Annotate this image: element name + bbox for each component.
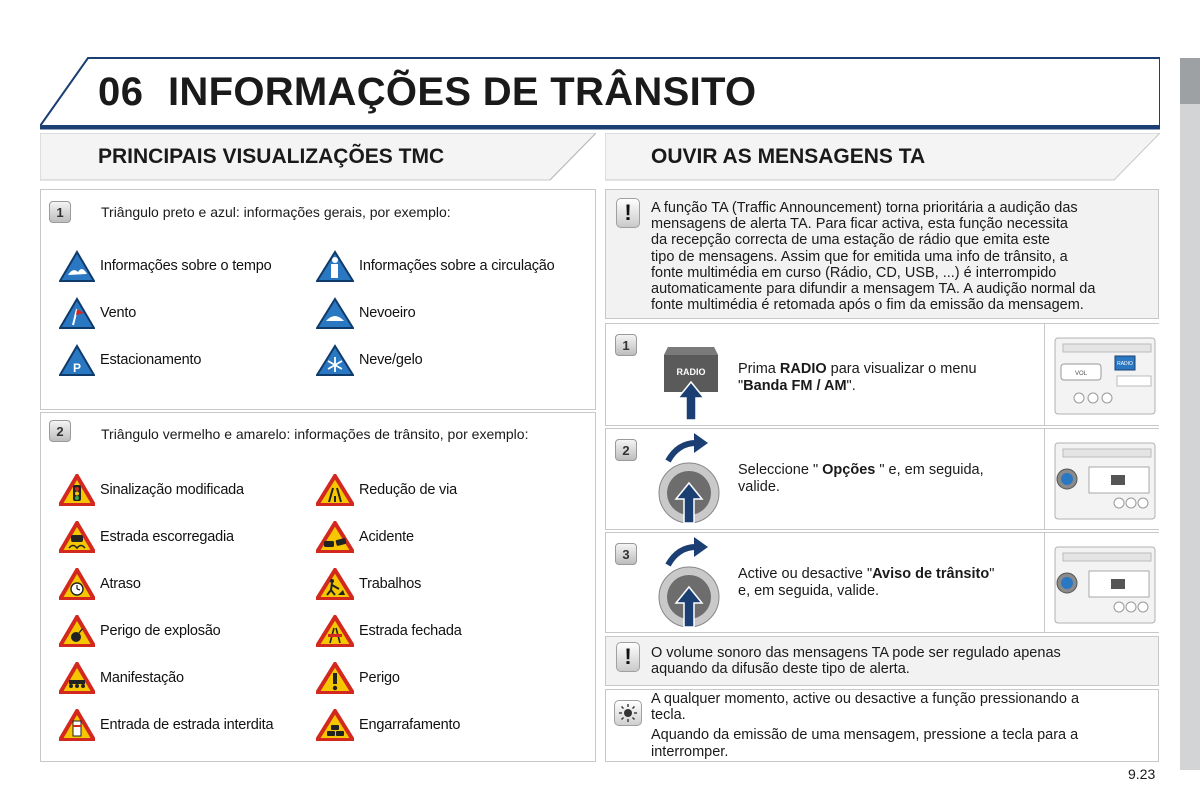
- menu-key-name: RADIO: [779, 361, 827, 377]
- section-title-ta: OUVIR AS MENSAGENS TA: [651, 145, 926, 168]
- text-line: O volume sonoro das mensagens TA pode ser regulado apenas: [651, 645, 1061, 661]
- group2-intro: Triângulo vermelho e amarelo: informações de trânsito, por exemplo:: [101, 426, 529, 442]
- chapter-side-tab: [1180, 58, 1200, 770]
- danger-sign-icon: [316, 662, 354, 694]
- tmc-item: [59, 615, 221, 647]
- radio-label: RADIO: [1117, 361, 1133, 367]
- radio-panel-thumbnail: [1044, 429, 1159, 529]
- text-line: fonte multimédia em curso (Rádio, CD, USB, ...) é interrompido: [651, 264, 1057, 281]
- tmc-item-label: Estrada fechada: [359, 623, 462, 639]
- explosion-sign-icon: [59, 615, 95, 647]
- text-span: ": [738, 377, 744, 394]
- tmc-item-label: Acidente: [359, 529, 414, 545]
- delay-clock-sign-icon: [59, 568, 95, 600]
- section-header-ta: [605, 133, 1160, 181]
- vol-label: VOL: [1074, 371, 1088, 377]
- radio-panel-icon: [1053, 441, 1157, 521]
- tmc-item: [59, 662, 184, 694]
- rotary-knob-press-icon: [654, 431, 724, 527]
- tmc-item: [316, 521, 414, 553]
- radio-panel-icon: [1053, 336, 1157, 416]
- text-line: A qualquer momento, active ou desactive a função pressionando a: [651, 691, 1080, 707]
- lane-reduction-sign-icon: [316, 474, 354, 506]
- radio-panel-thumbnail: [1044, 324, 1159, 425]
- text-line: da recepção correcta de uma estação de rádio que emita este: [651, 232, 1050, 249]
- tmc-item: [59, 344, 201, 376]
- section-header-tmc: [40, 133, 596, 181]
- text-line: tecla.: [651, 707, 686, 724]
- menu-option-name: Opções: [822, 462, 876, 478]
- step-number: 2: [615, 439, 637, 461]
- text-line: Aquando da emissão de uma mensagem, pressione a tecla para a: [651, 727, 1079, 744]
- tmc-item: [316, 250, 555, 282]
- lightbulb-tip-icon: [614, 700, 642, 726]
- tmc-item: [316, 709, 460, 741]
- radio-panel-thumbnail: [1044, 533, 1159, 632]
- chapter-number: 06: [98, 70, 144, 114]
- volume-note-text: [651, 645, 1061, 677]
- tmc-item-label: Redução de via: [359, 482, 457, 498]
- tmc-item: [316, 615, 462, 647]
- text-line: tipo de mensagens. Assim que for emitida uma info de trânsito, a: [651, 248, 1068, 265]
- menu-option-name: Aviso de trânsito: [872, 566, 990, 582]
- parking-sign-icon: [59, 344, 95, 376]
- rotary-knob-press-icon: [654, 535, 724, 631]
- roadworks-sign-icon: [316, 568, 354, 600]
- tmc-item: [59, 474, 244, 506]
- step-number: 1: [615, 334, 637, 356]
- tmc-item-label: Manifestação: [100, 670, 184, 686]
- tmc-item-label: Neve/gelo: [359, 352, 423, 368]
- step-number-2: 2: [49, 420, 71, 442]
- text-span: Active ou desactive ": [738, 566, 873, 582]
- tmc-item: [59, 250, 272, 282]
- text-span: para visualizar o menu: [826, 361, 977, 377]
- ta-step-1: [605, 323, 1159, 426]
- sun-icon: [615, 701, 641, 725]
- tmc-item-label: Informações sobre o tempo: [100, 258, 272, 274]
- text-span: e, em seguida, valide.: [738, 582, 880, 599]
- chapter-banner: [40, 56, 1160, 130]
- tmc-item-label: Entrada de estrada interdita: [100, 717, 274, 733]
- tmc-item-label: Estrada escorregadia: [100, 529, 234, 545]
- step-number: 3: [615, 543, 637, 565]
- page-title: INFORMAÇÕES DE TRÂNSITO: [168, 70, 757, 114]
- radio-panel-icon: [1053, 545, 1157, 625]
- step-1-instruction: [738, 361, 977, 394]
- weather-sign-icon: [59, 250, 95, 282]
- tip-text: [651, 691, 1079, 760]
- text-span: " e, em seguida,: [875, 462, 984, 478]
- text-span: valide.: [738, 478, 780, 495]
- tmc-item: [59, 568, 141, 600]
- tmc-item: [316, 344, 423, 376]
- demonstration-sign-icon: [59, 662, 95, 694]
- text-line: fonte multimédia é retomada após o fim da emissão da mensagem.: [651, 297, 1084, 314]
- tmc-item-label: Atraso: [100, 576, 141, 592]
- wind-sign-icon: [59, 297, 95, 329]
- section-title-tmc: PRINCIPAIS VISUALIZAÇÕES TMC: [98, 145, 445, 168]
- tmc-item: [59, 709, 273, 741]
- text-line: A função TA (Traffic Announcement) torna prioritária a audição das: [651, 200, 1078, 216]
- text-span: ": [989, 566, 995, 582]
- tmc-item-label: Vento: [100, 305, 137, 321]
- tmc-item-label: Informações sobre a circulação: [359, 258, 555, 274]
- no-entry-sign-icon: [59, 709, 95, 741]
- menu-name: Banda FM / AM: [743, 377, 847, 394]
- tmc-item: [316, 297, 415, 329]
- tmc-item-label: Perigo de explosão: [100, 623, 221, 639]
- fog-sign-icon: [316, 297, 354, 329]
- text-line: mensagens de alerta TA. Para ficar activa, esta função necessita: [651, 216, 1068, 233]
- group1-intro: Triângulo preto e azul: informações gerais, por exemplo:: [101, 204, 451, 220]
- tmc-item: [316, 474, 457, 506]
- tmc-item: [59, 521, 234, 553]
- ta-step-3: [605, 532, 1159, 633]
- step-3-instruction: [738, 566, 994, 599]
- tmc-item-label: Trabalhos: [359, 576, 422, 592]
- road-closed-sign-icon: [316, 615, 354, 647]
- tmc-item-label: Perigo: [359, 670, 400, 686]
- warning-icon: !: [616, 642, 640, 672]
- traffic-jam-sign-icon: [316, 709, 354, 741]
- warning-icon: !: [616, 198, 640, 228]
- accident-sign-icon: [316, 521, 354, 553]
- page-number: 9.23: [1128, 766, 1156, 782]
- tmc-item-label: Sinalização modificada: [100, 482, 244, 498]
- svg-text:P: P: [72, 361, 82, 375]
- text-span: Prima: [738, 361, 780, 377]
- radio-key-press-icon: [656, 342, 726, 422]
- info-sign-icon: [316, 250, 354, 282]
- tmc-item-label: Nevoeiro: [359, 305, 416, 321]
- tmc-item: [316, 662, 400, 694]
- step-2-instruction: [738, 462, 984, 495]
- ta-description: [651, 200, 1095, 313]
- traffic-light-sign-icon: [59, 474, 95, 506]
- step-number-1: 1: [49, 201, 71, 223]
- radio-key-label: RADIO: [676, 367, 706, 377]
- tmc-item-label: Estacionamento: [100, 352, 202, 368]
- slippery-road-sign-icon: [59, 521, 95, 553]
- tmc-item: [316, 568, 421, 600]
- text-line: interromper.: [651, 743, 729, 760]
- text-span: ".: [846, 377, 856, 394]
- text-line: aquando da difusão deste tipo de alerta.: [651, 661, 910, 678]
- tmc-item-label: Engarrafamento: [359, 717, 461, 733]
- ta-step-2: [605, 428, 1159, 530]
- text-line: automaticamente para difundir a mensagem TA. A audição normal da: [651, 281, 1096, 298]
- tmc-item: [59, 297, 136, 329]
- text-span: Seleccione ": [738, 462, 823, 478]
- snow-sign-icon: [316, 344, 354, 376]
